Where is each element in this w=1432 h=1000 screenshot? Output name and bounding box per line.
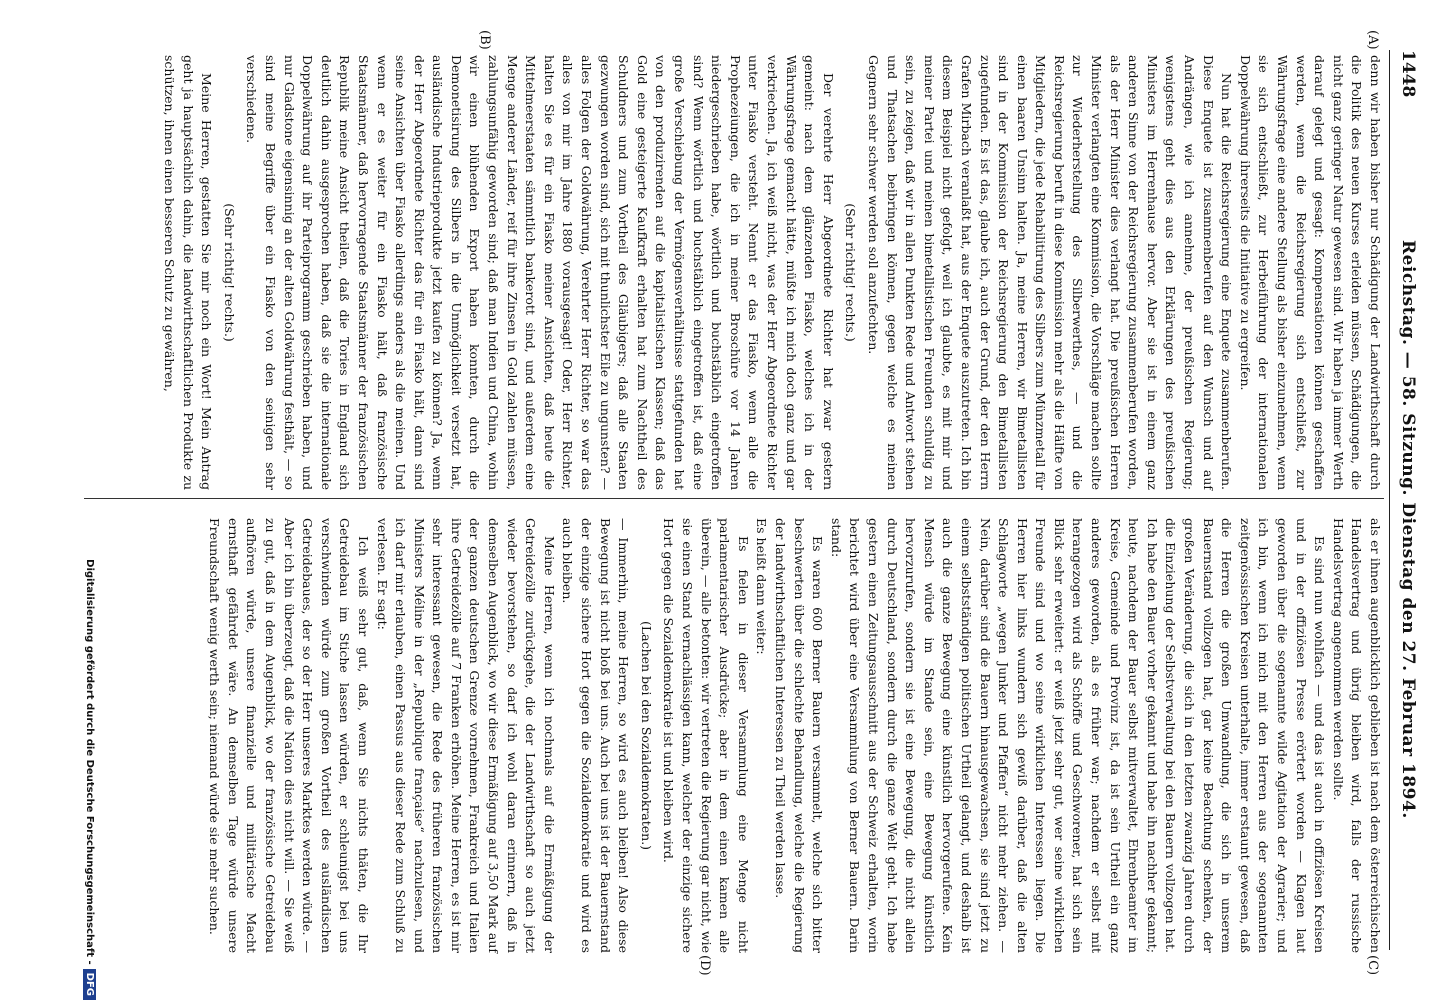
paragraph: Meine Herren, wenn ich nochmals auf die Ermäßigung der Getreidezölle zurückgehe, die der Landwirthschaft so auch jetzt wieder bevorstehen, so darf ich wohl daran erinnern, daß in demselben Augenblick, wo wir diese Ermäßigung auf 3,50 Mark auf der ganzen deutschen Grenze vornehmen, Frankreich und Italien ihre Getreidezölle auf 7 Franken erhöhen. Meine Herren, es ist mir sehr interessant gewesen, die Rede des früheren französischen Ministers Méline in der „Republique française“ nachzulesen, und ich darf mir erlauben, einen Passus aus dieser Rede zum Schluß zu verlesen. Er sagt: bbox=[374, 518, 557, 953]
column-divider bbox=[84, 498, 1384, 499]
interjection: (Sehr richtig! rechts.) bbox=[843, 203, 859, 342]
interjection: (Sehr richtig! rechts.) bbox=[221, 203, 237, 342]
paragraph: Nun hat die Reichsregierung eine Enquete zusammenberufen. Diese Enquete ist zusammenberufen auf den Wunsch und auf Andrängen, wie ich annehme, der preußischen Regierung; wenigstens geht dies aus den Erklärungen des preußischen Ministers im Herrenhause hervor. Aber sie ist in einem ganz anderen Sinne von der Reichsregierung zusammenberufen worden, als der Herr Minister dies verlangt hat. Die preußischen Herren Minister verlangten eine Kommission, die Vorschläge machen sollte zur Wiederherstellung des Silberwerthes, — und die Reichsregierung beruft in diese Kommission mehr als die Hälfte von Mitgliedern, die jede Rehabilitirung des Silbers zum Münzmetall für einen baaren Unsinn halten. Ja, meine Herren, wir Bimetallisten sind in der Kommission der Reichsregierung den Bimetallisten zugefunden. Es ist das, glaube ich, auch der Grund, der den Herrn Grafen Mirbach veranlaßt hat, aus der Enquete auszutreten. Ich bin diesem Beispiel nicht gefolgt, weil ich glaubte, es mit mir und meiner Partei und meinen bimetallistischen Freunden schuldig zu sein, zu zeigen, daß wir in allen Punkten Rede und Antwort stehen und Thatsachen beibringen können, gegen welche es meinen Gegnern sehr schwer werden soll anzufechten. bbox=[865, 55, 1235, 490]
interjection: (Lachen bei den Sozialdemokraten.) bbox=[638, 620, 654, 851]
paragraph: Meine Herren, gestatten Sie mir noch ein Wort! Mein Antrag geht ja hauptsächlich dahin, die landwirthschaftlichen Produkte zu schützen, ihnen einen besseren Schutz zu gewähren, bbox=[162, 55, 215, 490]
margin-marker-a: (A) bbox=[1365, 30, 1380, 50]
paragraph: Der verehrte Herr Abgeordnete Richter hat zwar gestern gemeint: nach dem glänzenden Fiasko, welches ich in der Währungsfrage gemacht hätte, müßte ich mich doch ganz und gar verkriechen. Ja, ich weiß nicht, was der Herr Abgeordnete Richter unter Fiasko versteht. Nennt er das Fiasko, wenn alle die Prophezeiungen, die ich in meiner Broschüre vor 14 Jahren niedergeschrieben habe, wörtlich und buchstäblich eingetroffen sind? Wenn wörtlich und buchstäblich eingetroffen ist, daß eine große Verschiebung der Vermögensverhältnisse stattgefunden hat von den produzirenden auf die kapitalistischen Klassen; daß das Gold eine gesteigerte Kaufkraft erhalten hat zum Nachtheil des Schuldners und zum Vortheil des Gläubigers; daß alle Staaten gezwungen worden sind, sich mit thunlichster Eile zu ungunsten? — alles Folgen der Goldwährung, Verehrter Herr Richter, so war das alles von mir im Jahre 1880 vorausgesagt! Oder, Herr Richter, halten Sie es für ein Fiasko meiner Ansichten, daß heute die Mittelmeerstaaten sämmtlich bankerott sind, und außerdem eine Menge anderer Länder, reif für ihre Zinsen in Gold zahlen müssen, zahlungsunfähig geworden sind; daß man Indien und China, wohin wir einen blühenden Export haben konnten, durch die Demonetisirung des Silbers in die Unmöglichkeit versetzt hat, ausländische Industrieprodukte jetzt kaufen zu können? Ja, wenn der Herr Abgeordnete Richter das für ein Fiasko hält, dann sind seine Ansichten über Fiasko allerdings anders als die meinen. Und wenn er es weiter für ein Fiasko hält, daß französische Staatsmänner, daß hervorragende Staatsmänner der französischen Republik meine Ansicht theilen, daß die Tories in England sich deutlich dahin ausgesprochen haben, daß sie die internationale Doppelwährung auf ihr Parteiprogramm geschrieben haben, und nur Gladstone eigensinnig an der alten Goldwährung festhält, — so sind meine Begriffe über ein Fiasko von den seinigen sehr verschiedene. bbox=[244, 55, 836, 490]
paragraph: Es fielen in dieser Versammlung eine Menge nicht parlamentarischer Ausdrücke; aber in dem einen kamen alle überein, — alle betonten: wir vertreten die Regierung gar nicht, wie sie einen Stand vernachlässigen kann, welcher der einzige sichere Hort gegen die Sozialdemokratie ist und bleiben wird. bbox=[661, 518, 751, 953]
left-column bbox=[159, 55, 1384, 490]
page-number: 1448 bbox=[1398, 50, 1418, 98]
footer-text: Digitalisierung gefördert durch die Deutsche Forschungsgemeinschaft - bbox=[84, 559, 95, 965]
paragraph: Es waren 600 Berner Bauern versammelt, welche sich bitter beschwerten über die schlechte Behandlung, welche die Regierung der landwirthschaftlichen Interessen zu Theil werden lasse. bbox=[773, 518, 826, 953]
margin-marker-c: (C) bbox=[1365, 955, 1380, 976]
paragraph: — Immerhin, meine Herren, so wird es auch bleiben! Also diese Bewegung ist nicht bloß bei uns. Auch bei uns ist der Bauernstand der einzige sichere Hort gegen die Sozialdemokratie und wird es auch bleiben. bbox=[560, 518, 632, 953]
paragraph: denn wir haben bisher nur Schädigung der Landwirthschaft durch die Politik des neuen Kurses erleiden müssen, Schädigungen, die nicht ganz geringer Natur gewesen sind. Wir haben ja immer Werth darauf gelegt und gesagt: Kompensationen können geschaffen werden, wenn die Reichsregierung sich entschließt, zur Währungsfrage eine andere Stellung als bisher einzunehmen, wenn sie sich entschließt, zur Herbeiführung der internationalen Doppelwährung ihrerseits die Initiative zu ergreifen. bbox=[1237, 55, 1383, 490]
paragraph: Es sind nun wohlfach — und das ist auch in offiziösen Kreisen und in der offiziösen Presse erörtert worden — Klagen laut geworden über die sogenannte wilde Agitation der Agrarier; und ich bin, wenn ich mich mit den Herren aus der sogenannten zeitgenössischen Kreisen unterhalte, immer erstaunt gewesen, daß die Herren die großen Umwandlung, die sich in unserem Bauernstand vollzogen hat, gar keine Beachtung schenken, der großen Veränderung, die sich in den letzten zwanzig Jahren durch die Einziehung der Selbstverwaltung bei den Bauern vollzogen hat. Ich habe den Bauer vorher gekannt und habe ihn nachher gekannt; heute, nachdem der Bauer selbst mitverwaltet, Ehrenbeamter im Kreise, Gemeinde und Provinz ist, da ist sein Urtheil ein ganz anderes geworden, als es früher war; nachdem er selbst mit herangezogen wird als Schöffe und Geschworener, hat sich sein Blick sehr erweitert: er weiß jetzt sehr gut, wer seine wirklichen Freunde sind und wo seine wirklichen Interessen liegen. Die Herren hier links wundern sich gewiß darüber, daß die alten Schlagworte „wegen Junker und Pfaffen“ nicht mehr ziehen. — Nein, darüber sind die Bauern hinausgewachsen, sie sind jetzt zu einem selbstständigen politischen Urtheil gelangt, und deshalb ist auch die ganze Bewegung eine künstlich hervorgerufene. Kein Mensch würde im Stande sein, eine Bewegung künstlich hervorzurufen, sondern sie ist eine Bewegung, die nicht allein durch Deutschland, sondern durch die ganze Welt geht. Ich habe gestern einen Zeitungsausschnitt aus der Schweiz erhalten, worin berichtet wird über eine Versammlung von Berner Bauern. Darin stand: bbox=[828, 518, 1328, 953]
margin-marker-d: (D) bbox=[697, 955, 712, 976]
dfg-logo: DFG bbox=[83, 969, 96, 1000]
margin-marker-b: (B) bbox=[477, 30, 492, 50]
paragraph: Es heißt dann weiter: bbox=[754, 518, 770, 655]
paragraph: Ich weiß sehr gut, daß, wenn Sie nichts thäten, die Ihr Getreidebau im Stiche lassen würden, er schleunigst bei uns verschwinden würde zum großen Vortheil des ausländischen Getreidebaues, der so der Herr unseres Marktes werden würde. — Aber ich bin überzeugt, daß die Nation dies nicht will. — Sie weiß zu gut, daß in dem Augenblick, wo der französische Getreidebau aufhören würde, unsere finanzielle und militärische Macht ernsthaft gefährdet wäre. An demselben Tage würde unsere Freundschaft wenig werth sein; niemand würde sie mehr suchen. bbox=[207, 518, 371, 953]
page-header bbox=[1389, 50, 1424, 950]
footer-credit bbox=[83, 0, 96, 1000]
session-title: Reichstag. — 58. Sitzung. Dienstag den 27. Februar 1894. bbox=[1398, 240, 1418, 819]
paragraph: als er ihnen augenblicklich geblieben ist nach dem österreichischen Handelsvertrag und übrig bleiben wird, falls der russische Handelsvertrag angenommen werden sollte. bbox=[1330, 518, 1383, 953]
right-column bbox=[205, 518, 1384, 953]
